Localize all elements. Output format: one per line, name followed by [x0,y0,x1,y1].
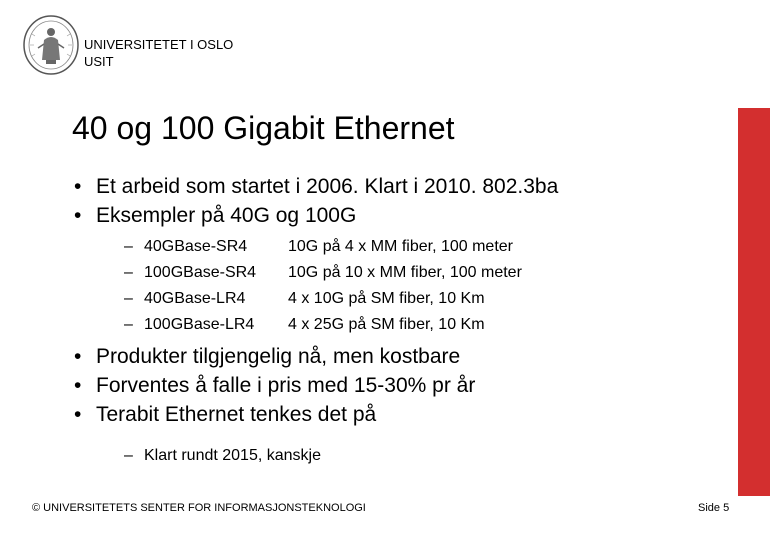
page-number: Side 5 [698,502,730,514]
bullet-glyph: • [74,204,82,227]
example-description: 10G på 4 x MM fiber, 100 meter [288,238,513,255]
dash-glyph: – [124,264,133,281]
example-description: 10G på 10 x MM fiber, 100 meter [288,264,522,281]
bullet-glyph: • [74,175,82,198]
example-item [124,260,584,286]
university-seal-icon [22,14,80,76]
bullet-item [72,400,475,429]
bullet-text: Eksempler på 40G og 100G [96,204,357,227]
sub-note-text: Klart rundt 2015, kanskje [144,447,321,464]
bullet-text: Terabit Ethernet tenkes det på [96,403,377,426]
example-description: 4 x 25G på SM fiber, 10 Km [288,316,485,333]
institution-header [84,36,233,70]
bullet-item [72,201,558,230]
example-item [124,286,584,312]
dash-glyph: – [124,447,133,464]
sub-note-item [124,443,321,469]
example-standard: 100GBase-SR4 [144,264,257,281]
bullet-text: Forventes å falle i pris med 15-30% pr år [96,374,476,397]
example-description: 4 x 10G på SM fiber, 10 Km [288,290,485,307]
footer-copyright: © UNIVERSITETETS SENTER FOR INFORMASJONSTEKNOLOGI [32,502,366,514]
example-standard: 40GBase-LR4 [144,290,246,307]
bullet-glyph: • [74,345,82,368]
sub-note-list [124,443,321,469]
department-name: USIT [84,54,114,69]
example-standard: 100GBase-LR4 [144,316,255,333]
slide-title: 40 og 100 Gigabit Ethernet [72,110,455,146]
example-standard: 40GBase-SR4 [144,238,248,255]
dash-glyph: – [124,238,133,255]
bullet-text: Produkter tilgjengelig nå, men kostbare [96,345,461,368]
bullet-item [72,342,475,371]
example-item [124,312,584,338]
bullet-list-top [72,172,558,230]
bullet-item [72,371,475,400]
bullet-text: Et arbeid som startet i 2006. Klart i 2010. 802.3ba [96,175,559,198]
example-item [124,234,584,260]
examples-list [124,234,584,338]
dash-glyph: – [124,316,133,333]
dash-glyph: – [124,290,133,307]
bullet-glyph: • [74,374,82,397]
bullet-list-bottom [72,342,475,429]
bullet-glyph: • [74,403,82,426]
accent-bar [738,108,770,496]
bullet-item [72,172,558,201]
institution-name: UNIVERSITETET I OSLO [84,37,234,52]
